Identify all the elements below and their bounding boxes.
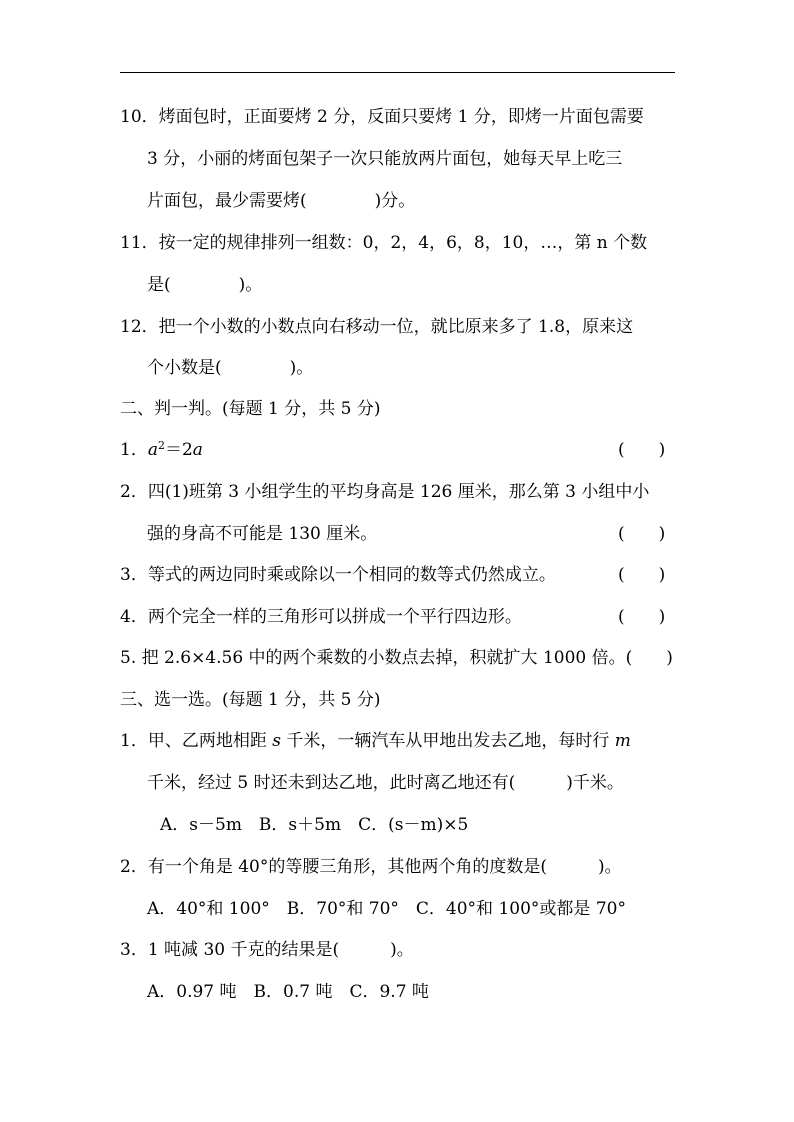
question-12-line-1: 12．把一个小数的小数点向右移动一位，就比原来多了 1.8，原来这 [120, 317, 634, 337]
judge-5: 5. 把 2.6×4.56 中的两个乘数的小数点去掉，积就扩大 1000 倍。( ) [120, 648, 673, 668]
judge-1 [120, 440, 203, 460]
judge-1-equals: ＝2 [164, 440, 193, 460]
judge-3: 3．等式的两边同时乘或除以一个相同的数等式仍然成立。 [120, 565, 556, 585]
question-11-line-2: 是( )。 [147, 275, 263, 295]
choice-2-options: A．40°和 100° B．70°和 70° C．40°和 100°或都是 70° [147, 899, 626, 919]
choice-1-text-a: 1．甲、乙两地相距 [120, 731, 273, 751]
judge-3-answer-paren: ( ) [618, 565, 666, 585]
question-10-line-1: 10．烤面包时，正面要烤 2 分，反面只要烤 1 分，即烤一片面包需要 [120, 107, 644, 127]
choice-2: 2．有一个角是 40°的等腰三角形，其他两个角的度数是( )。 [120, 857, 622, 877]
question-12-line-2: 个小数是( )。 [147, 358, 314, 378]
choice-3: 3．1 吨减 30 千克的结果是( )。 [120, 940, 414, 960]
judge-1-number: 1． [120, 440, 148, 460]
question-11-line-1: 11．按一定的规律排列一组数：0，2，4，6，8，10，…，第 n 个数 [120, 233, 648, 253]
judge-2-answer-paren: ( ) [618, 524, 666, 544]
question-10-line-3: 片面包，最少需要烤( )分。 [147, 191, 416, 211]
judge-2-line-1: 2．四(1)班第 3 小组学生的平均身高是 126 厘米，那么第 3 小组中小 [120, 482, 650, 502]
judge-1-answer-paren: ( ) [618, 440, 666, 460]
choice-3-options: A．0.97 吨 B．0.7 吨 C．9.7 吨 [147, 982, 429, 1002]
judge-1-var-a: a [147, 440, 158, 460]
judge-4-answer-paren: ( ) [618, 607, 666, 627]
choice-1-text-b: 千米，一辆汽车从甲地出发去乙地，每时行 [280, 731, 615, 751]
judge-1-var-a-2: a [192, 440, 203, 460]
question-10-line-2: 3 分，小丽的烤面包架子一次只能放两片面包，她每天早上吃三 [147, 149, 623, 169]
choice-1-line-1 [120, 731, 631, 751]
judge-4: 4．两个完全一样的三角形可以拼成一个平行四边形。 [120, 607, 522, 627]
judge-1-exponent: 2 [157, 439, 165, 452]
header-rule [120, 72, 675, 73]
judge-2-line-2: 强的身高不可能是 130 厘米。 [147, 524, 378, 544]
choice-1-options: A．s－5m B．s＋5m C．(s－m)×5 [160, 815, 469, 835]
choice-1-var-s: s [272, 731, 281, 751]
choice-1-var-m: m [614, 731, 631, 751]
section-2-heading: 二、判一判。(每题 1 分，共 5 分) [120, 399, 381, 419]
choice-1-line-2: 千米，经过 5 时还未到达乙地，此时离乙地还有( )千米。 [147, 773, 624, 793]
section-3-heading: 三、选一选。(每题 1 分，共 5 分) [120, 690, 381, 710]
